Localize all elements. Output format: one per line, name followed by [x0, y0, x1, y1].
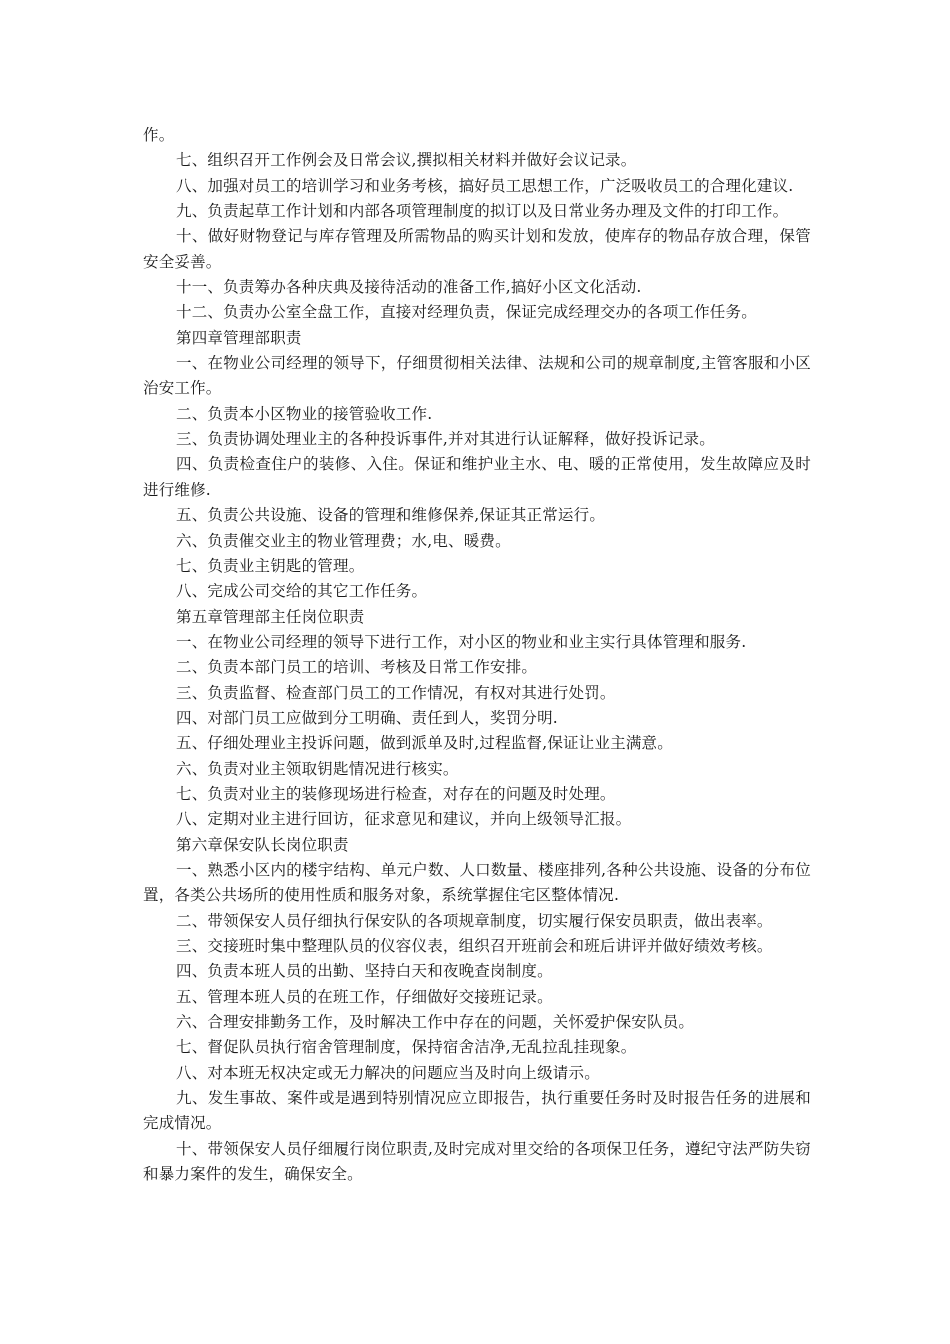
paragraph: 三、负责协调处理业主的各种投诉事件,并对其进行认证解释，做好投诉记录。: [176, 430, 715, 449]
paragraph: 八、完成公司交给的其它工作任务。: [176, 582, 428, 601]
paragraph: 四、负责本班人员的出勤、坚持白天和夜晚查岗制度。: [176, 962, 553, 981]
paragraph: 二、负责本小区物业的接管验收工作.: [176, 404, 433, 423]
paragraph: 五、管理本班人员的在班工作，仔细做好交接班记录。: [176, 987, 553, 1006]
document-body: [143, 123, 811, 1187]
paragraph: 四、对部门员工应做到分工明确、责任到人，奖罚分明.: [176, 708, 558, 727]
paragraph: 六、合理安排勤务工作，及时解决工作中存在的问题，关怀爱护保安队员。: [176, 1013, 695, 1032]
paragraph: 六、负责催交业主的物业管理费；水,电、暖费。: [176, 531, 511, 550]
paragraph: 五、负责公共设施、设备的管理和维修保养,保证其正常运行。: [176, 506, 606, 525]
paragraph: 八、对本班无权决定或无力解决的问题应当及时向上级请示。: [176, 1063, 600, 1082]
paragraph: 一、在物业公司经理的领导下，仔细贯彻相关法律、法规和公司的规章制度,主管客服和小区治安工作。: [143, 354, 811, 398]
paragraph: 六、负责对业主领取钥匙情况进行核实。: [176, 759, 459, 778]
chapter-heading: 第六章保安队长岗位职责: [176, 835, 349, 854]
paragraph: 三、负责监督、检查部门员工的工作情况，有权对其进行处罚。: [176, 683, 616, 702]
paragraph: 二、带领保安人员仔细执行保安队的各项规章制度，切实履行保安员职责，做出表率。: [176, 911, 773, 930]
paragraph: 七、负责对业主的装修现场进行检查，对存在的问题及时处理。: [176, 784, 616, 803]
chapter-heading: 第四章管理部职责: [176, 328, 302, 347]
paragraph: 九、负责起草工作计划和内部各项管理制度的拟订以及日常业务办理及文件的打印工作。: [176, 202, 789, 221]
paragraph: 十二、负责办公室全盘工作，直接对经理负责，保证完成经理交办的各项工作任务。: [176, 303, 757, 322]
paragraph: 四、负责检查住户的装修、入住。保证和维护业主水、电、暖的正常使用，发生故障应及时进行维修.: [143, 455, 811, 499]
paragraph: 十一、负责筹办各种庆典及接待活动的准备工作,搞好小区文化活动.: [176, 278, 642, 297]
paragraph: 一、在物业公司经理的领导下进行工作，对小区的物业和业主实行具体管理和服务.: [176, 632, 747, 651]
paragraph: 七、督促队员执行宿舍管理制度，保持宿舍洁净,无乱拉乱挂现象。: [176, 1038, 637, 1057]
paragraph: 七、负责业主钥匙的管理。: [176, 556, 365, 575]
paragraph: 一、熟悉小区内的楼宇结构、单元户数、人口数量、楼座排列,各种公共设施、设备的分布位置，各类公共场所的使用性质和服务对象，系统掌握住宅区整体情况.: [143, 860, 811, 905]
paragraph: 二、负责本部门员工的培训、考核及日常工作安排。: [176, 658, 538, 677]
paragraph: 十、带领保安人员仔细履行岗位职责,及时完成对里交给的各项保卫任务，遵纪守法严防失窃和暴力案件的发生，确保安全。: [143, 1139, 811, 1184]
chapter-heading: 第五章管理部主任岗位职责: [176, 607, 365, 626]
paragraph: 五、仔细处理业主投诉问题，做到派单及时,过程监督,保证让业主满意。: [176, 734, 673, 753]
paragraph: 八、加强对员工的培训学习和业务考核，搞好员工思想工作，广泛吸收员工的合理化建议.: [176, 176, 794, 195]
paragraph: 八、定期对业主进行回访，征求意见和建议，并向上级领导汇报。: [176, 810, 632, 829]
paragraph: 九、发生事故、案件或是遇到特别情况应立即报告，执行重要任务时及时报告任务的进展和完成情况。: [143, 1089, 811, 1133]
paragraph: 七、组织召开工作例会及日常会议,撰拟相关材料并做好会议记录。: [176, 151, 637, 170]
paragraph: 十、做好财物登记与库存管理及所需物品的购买计划和发放，使库存的物品存放合理，保管安全妥善。: [143, 227, 811, 271]
paragraph: 三、交接班时集中整理队员的仪容仪表，组织召开班前会和班后讲评并做好绩效考核。: [176, 937, 773, 955]
paragraph: 作。: [143, 126, 175, 144]
